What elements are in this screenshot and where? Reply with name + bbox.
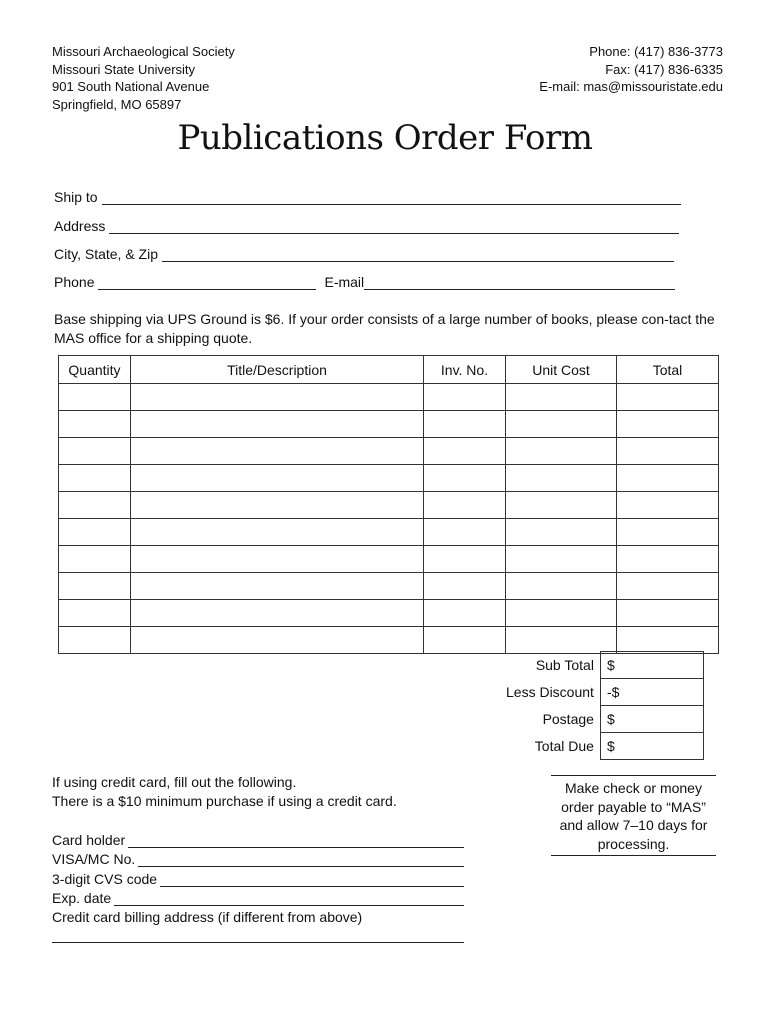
address-field[interactable] — [109, 218, 679, 234]
unit-cost-cell[interactable] — [506, 492, 617, 519]
less-discount-label: Less Discount — [500, 679, 600, 706]
phone-email-row — [54, 270, 675, 290]
contact-fax: Fax: (417) 836-6335 — [605, 61, 723, 77]
order-table-body — [59, 384, 719, 654]
quantity-cell[interactable] — [59, 492, 131, 519]
ship-to-row — [54, 185, 681, 205]
org-name: Missouri Archaeological Society — [52, 44, 235, 59]
table-row — [59, 573, 719, 600]
billing-address-label: Credit card billing address (if different from above) — [52, 909, 363, 925]
quantity-cell[interactable] — [59, 573, 131, 600]
credit-card-intro-line1: If using credit card, fill out the following. — [52, 774, 297, 790]
city-state-zip-row — [54, 242, 674, 262]
inv-no-cell[interactable] — [424, 600, 506, 627]
order-table — [58, 355, 719, 654]
total-due-row — [500, 733, 703, 760]
unit-cost-cell[interactable] — [506, 519, 617, 546]
shipping-note: Base shipping via UPS Ground is $6. If your order consists of a large number of books, please con-tact the MAS office for a shipping quote. — [54, 311, 715, 346]
order-table-header — [59, 356, 719, 384]
quantity-cell[interactable] — [59, 384, 131, 411]
ship-to-field[interactable] — [102, 189, 681, 205]
title-description-cell[interactable] — [131, 438, 424, 465]
unit-cost-cell[interactable] — [506, 384, 617, 411]
billing-address-row — [52, 906, 464, 925]
table-row — [59, 465, 719, 492]
contact-phone: Phone: (417) 836-3773 — [589, 44, 723, 59]
total-cell[interactable] — [617, 411, 719, 438]
visa-mc-label: VISA/MC No. — [52, 851, 136, 867]
total-cell[interactable] — [617, 546, 719, 573]
card-holder-field[interactable] — [128, 833, 464, 848]
total-cell[interactable] — [617, 573, 719, 600]
quantity-cell[interactable] — [59, 465, 131, 492]
contact-info — [539, 43, 723, 96]
page-title: Publications Order Form — [177, 118, 593, 158]
cvs-row — [52, 868, 464, 887]
inv-no-cell[interactable] — [424, 627, 506, 654]
inv-no-cell[interactable] — [424, 546, 506, 573]
title-description-cell[interactable] — [131, 546, 424, 573]
inv-no-cell[interactable] — [424, 438, 506, 465]
quantity-cell[interactable] — [59, 438, 131, 465]
title-description-cell[interactable] — [131, 384, 424, 411]
quantity-cell[interactable] — [59, 546, 131, 573]
postage-value[interactable]: $ — [600, 706, 703, 733]
payable-note: Make check or money order payable to “MAS” and allow 7–10 days for processing. — [551, 775, 716, 856]
org-street: 901 South National Avenue — [52, 79, 210, 94]
title-description-cell[interactable] — [131, 411, 424, 438]
inv-no-cell[interactable] — [424, 573, 506, 600]
inv-no-cell[interactable] — [424, 465, 506, 492]
exp-date-field[interactable] — [114, 891, 464, 906]
unit-cost-cell[interactable] — [506, 627, 617, 654]
quantity-header: Quantity — [59, 356, 131, 384]
subtotal-value[interactable]: $ — [600, 652, 703, 679]
table-row — [59, 411, 719, 438]
card-holder-row — [52, 829, 464, 848]
inv-no-cell[interactable] — [424, 492, 506, 519]
subtotal-row — [500, 652, 703, 679]
cvs-label: 3-digit CVS code — [52, 871, 158, 887]
title-description-cell[interactable] — [131, 465, 424, 492]
quantity-cell[interactable] — [59, 627, 131, 654]
phone-field[interactable] — [98, 274, 316, 290]
ship-to-label: Ship to — [54, 189, 98, 205]
title-description-cell[interactable] — [131, 519, 424, 546]
address-row — [54, 214, 679, 234]
phone-label: Phone — [54, 274, 95, 290]
unit-cost-cell[interactable] — [506, 546, 617, 573]
less-discount-row — [500, 679, 703, 706]
title-description-header: Title/Description — [131, 356, 424, 384]
table-row — [59, 384, 719, 411]
unit-cost-cell[interactable] — [506, 600, 617, 627]
email-field[interactable] — [364, 274, 675, 290]
total-due-value[interactable]: $ — [600, 733, 703, 760]
total-cell[interactable] — [617, 492, 719, 519]
billing-address-field[interactable] — [52, 942, 464, 943]
credit-card-intro-line2: There is a $10 minimum purchase if using a credit card. — [52, 793, 397, 809]
table-row — [59, 627, 719, 654]
email-label: E-mail — [324, 274, 365, 290]
card-holder-label: Card holder — [52, 832, 126, 848]
unit-cost-header: Unit Cost — [506, 356, 617, 384]
address-label: Address — [54, 218, 106, 234]
subtotal-label: Sub Total — [500, 652, 600, 679]
totals-table — [500, 651, 704, 760]
inv-no-header: Inv. No. — [424, 356, 506, 384]
total-cell[interactable] — [617, 465, 719, 492]
total-cell[interactable] — [617, 600, 719, 627]
table-row — [59, 438, 719, 465]
table-row — [59, 519, 719, 546]
unit-cost-cell[interactable] — [506, 465, 617, 492]
quantity-cell[interactable] — [59, 519, 131, 546]
inv-no-cell[interactable] — [424, 384, 506, 411]
title-description-cell[interactable] — [131, 573, 424, 600]
credit-card-intro — [52, 773, 397, 811]
postage-row — [500, 706, 703, 733]
visa-mc-field[interactable] — [138, 852, 464, 867]
table-row — [59, 492, 719, 519]
title-description-cell[interactable] — [131, 600, 424, 627]
table-row — [59, 546, 719, 573]
total-cell[interactable] — [617, 438, 719, 465]
quantity-cell[interactable] — [59, 411, 131, 438]
table-row — [59, 600, 719, 627]
contact-email: E-mail: mas@missouristate.edu — [539, 79, 723, 94]
visa-mc-row — [52, 848, 464, 867]
city-state-zip-field[interactable] — [162, 246, 674, 262]
unit-cost-cell[interactable] — [506, 411, 617, 438]
unit-cost-cell[interactable] — [506, 573, 617, 600]
total-header: Total — [617, 356, 719, 384]
cvs-field[interactable] — [160, 872, 464, 887]
inv-no-cell[interactable] — [424, 411, 506, 438]
total-due-label: Total Due — [500, 733, 600, 760]
quantity-cell[interactable] — [59, 600, 131, 627]
org-city: Springfield, MO 65897 — [52, 96, 182, 112]
title-description-cell[interactable] — [131, 492, 424, 519]
less-discount-value[interactable]: -$ — [600, 679, 703, 706]
title-description-cell[interactable] — [131, 627, 424, 654]
exp-date-label: Exp. date — [52, 890, 112, 906]
org-university: Missouri State University — [52, 61, 196, 77]
postage-label: Postage — [500, 706, 600, 733]
organization-address — [52, 43, 235, 113]
total-cell[interactable] — [617, 519, 719, 546]
total-cell[interactable] — [617, 384, 719, 411]
exp-date-row — [52, 887, 464, 906]
unit-cost-cell[interactable] — [506, 438, 617, 465]
inv-no-cell[interactable] — [424, 519, 506, 546]
city-state-zip-label: City, State, & Zip — [54, 246, 158, 262]
total-cell[interactable] — [617, 627, 719, 654]
